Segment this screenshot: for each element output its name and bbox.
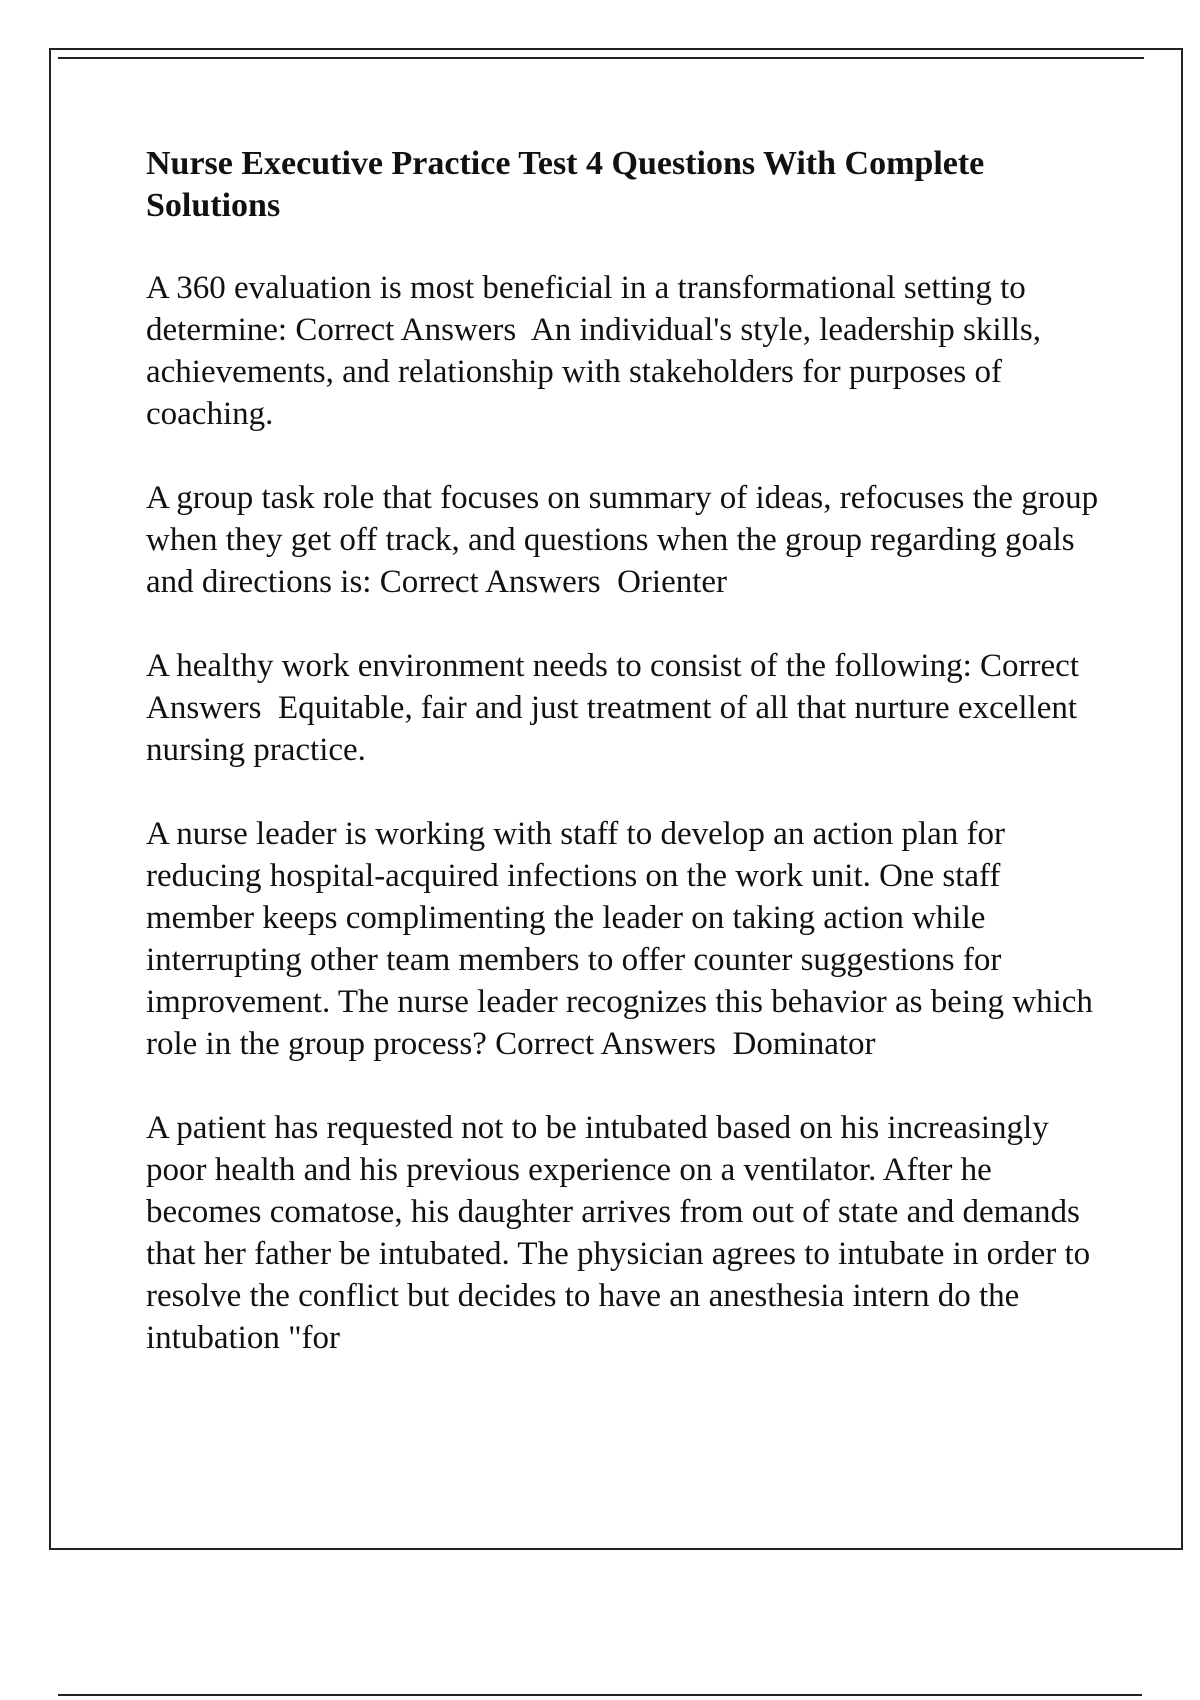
answer-label: Correct Answers [495,1026,717,1062]
answer-label: Correct Answers [379,564,601,600]
answer-label: Correct Answers [295,312,517,348]
answer-text: An individual's style, leadership skills, achievements, and relationship with stakeholders for purposes of coaching. [146,312,1050,432]
bottom-rule [58,1694,1142,1696]
answer-text: Equitable, fair and just treatment of all that nurture excellent nursing practice. [146,690,1086,768]
question-item [146,813,1101,1065]
question-text: A healthy work environment needs to consist of the following: [146,648,972,684]
question-text: A nurse leader is working with staff to develop an action plan for reducing hospital-acquired infections on the work unit. One staff member keeps complimenting the leader on taking action while interrupting other team members to offer counter suggestions for improvement. The nurse leader recognizes this behavior as being which role in the group process? [146,816,1102,1062]
question-text: A 360 evaluation is most beneficial in a transformational setting to determine: [146,270,1035,348]
question-text: A patient has requested not to be intubated based on his increasingly poor health and his previous experience on a ventilator. After he becomes comatose, his daughter arrives from out of state and demands that her father be intubated. The physician agrees to intubate in order to resolve the conflict but decides to have an anesthesia intern do the intubation "for [146,1110,1099,1356]
answer-text: Dominator [732,1026,876,1062]
answer-label: Correct Answers [146,648,1086,726]
question-text: A group task role that focuses on summary of ideas, refocuses the group when they get off track, and questions when the group regarding goals and directions is: [146,480,1107,600]
question-item [146,267,1101,435]
answer-text: Orienter [617,564,728,600]
document-body [146,143,1107,1401]
question-item [146,645,1101,771]
question-item [146,477,1107,603]
document-title: Nurse Executive Practice Test 4 Questions With Complete Solutions [146,145,985,224]
question-item [146,1107,1101,1359]
